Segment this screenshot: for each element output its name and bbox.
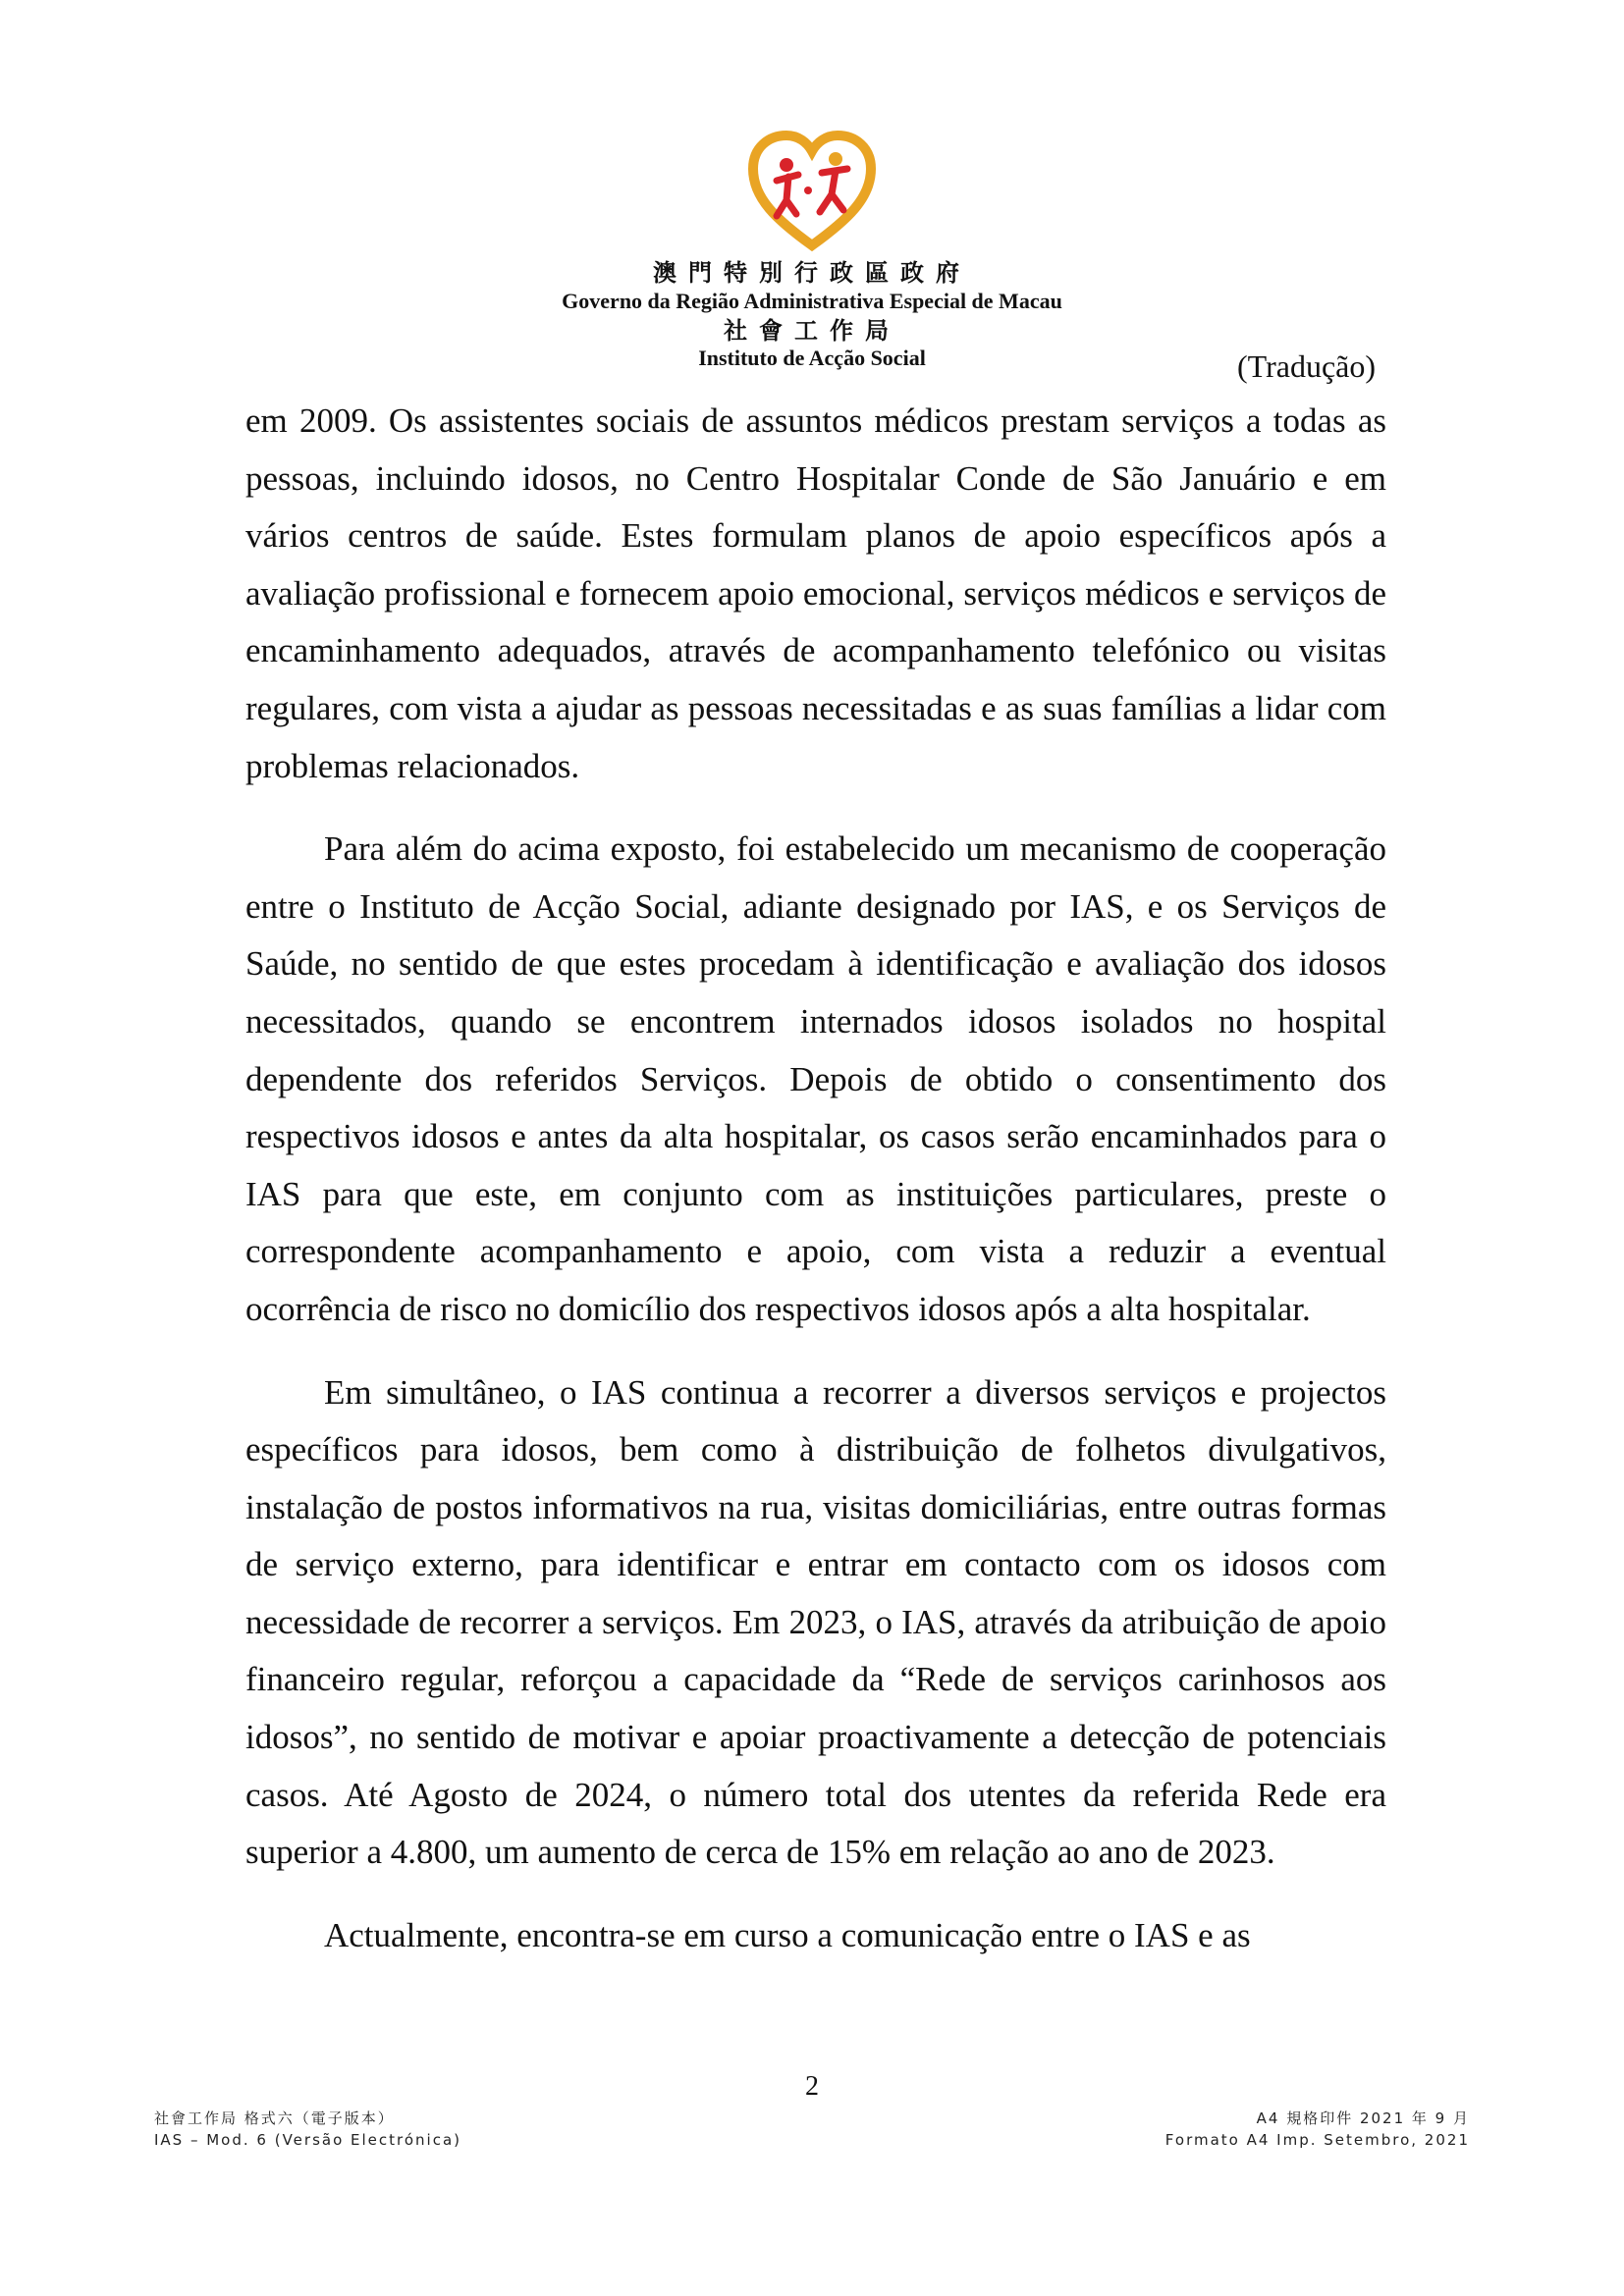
paragraph: Em simultâneo, o IAS continua a recorrer a diversos serviços e projectos específicos para idosos, bem como à distribuição de folhetos divulgativos, instalação de postos informativos na rua, visitas domiciliárias, entre outras formas de serviço externo, para identificar e entrar em contacto com os idosos com necessidade de recorrer a serviços. Em 2023, o IAS, através da atribuição de apoio financeiro regular, reforçou a capacidade da “Rede de serviços carinhosos aos idosos”, no sentido de motivar e apoiar proactivamente a detecção de potenciais casos. Até Agosto de 2024, o número total dos utentes da referida Rede era superior a 4.800, um aumento de cerca de 15% em relação ao ano de 2023. (245, 1372, 1386, 1872)
footer-print-zh: A4 規格印件 2021 年 9 月 (1256, 2109, 1470, 2127)
letterhead (0, 130, 1624, 371)
footer-form-pt: IAS – Mod. 6 (Versão Electrónica) (154, 2131, 462, 2149)
page-number: 2 (805, 2071, 819, 2102)
paragraph: Para além do acima exposto, foi estabelecido um mecanismo de cooperação entre o Instituto de Acção Social, adiante designado por IAS, e os Serviços de Saúde, no sentido de que estes procedam à identificação e avaliação dos idosos necessitados, quando se encontrem internados idosos isolados no hospital dependente dos referidos Serviços. Depois de obtido o consentimento dos respectivos idosos e antes da alta hospitalar, os casos serão encaminhados para o IAS para que este, em conjunto com as instituições particulares, preste o correspondente acompanhamento e apoio, com vista a reduzir a eventual ocorrência de risco no domicílio dos respectivos idosos após a alta hospitalar. (245, 829, 1386, 1328)
footer-print-pt: Formato A4 Imp. Setembro, 2021 (1164, 2131, 1470, 2149)
translation-note: (Tradução) (1237, 348, 1376, 384)
ias-heart-logo-icon (747, 130, 877, 251)
institute-name-zh: 社會工作局 (724, 318, 900, 345)
footer-right (1165, 2108, 1470, 2151)
government-name-zh: 澳門特別行政區政府 (653, 261, 971, 287)
government-name-pt: Governo da Região Administrativa Especial de Macau (562, 288, 1062, 313)
paragraph: em 2009. Os assistentes sociais de assuntos médicos prestam serviços a todas as pessoas, incluindo idosos, no Centro Hospitalar Conde de São Januário e em vários centros de saúde. Estes formulam planos de apoio específicos após a avaliação profissional e fornecem apoio emocional, serviços médicos e serviços de encaminhamento adequados, através de acompanhamento telefónico ou visitas regulares, com vista a ajudar as pessoas necessitadas e as suas famílias a lidar com problemas relacionados. (245, 401, 1386, 785)
document-body (245, 393, 1386, 1990)
institute-name-pt: Instituto de Acção Social (698, 346, 926, 371)
footer-form-zh: 社會工作局 格式六（電子版本） (154, 2109, 395, 2127)
footer-left (154, 2108, 461, 2151)
paragraph: Actualmente, encontra-se em curso a comunicação entre o IAS e as (324, 1915, 1251, 1954)
